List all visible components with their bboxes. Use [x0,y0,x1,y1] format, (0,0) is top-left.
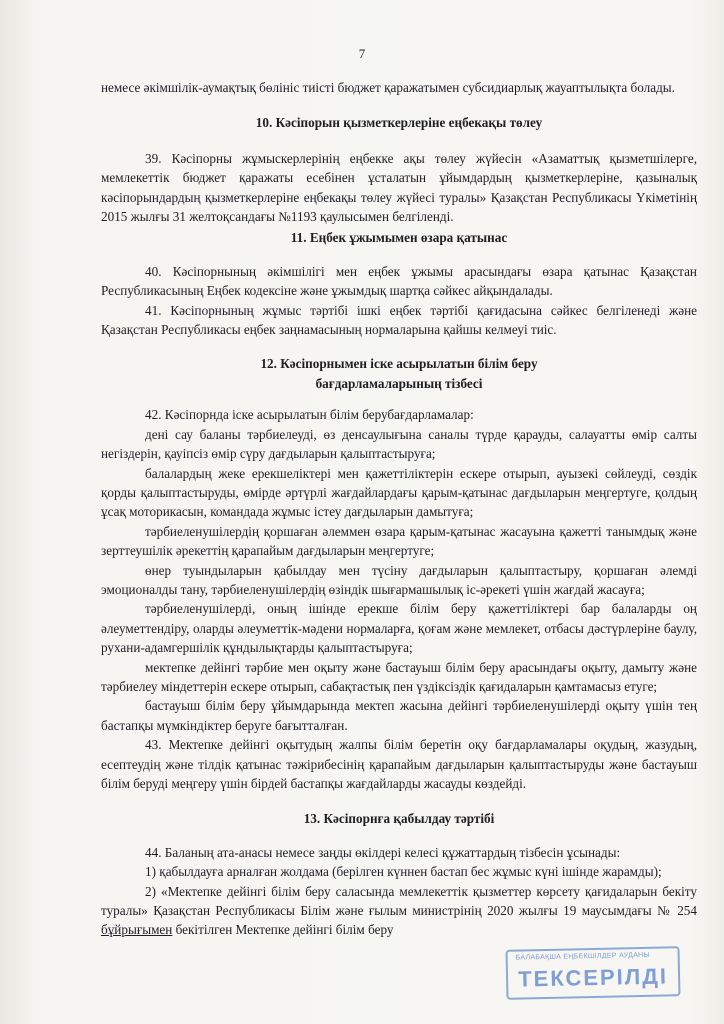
document-body [101,78,697,940]
order-text-before: 2) «Мектепке дейінгі білім беру саласында мемлекеттік қызметтер көрсету қағидаларын бекіту туралы» Қазақстан Республикасы Білім және ғылым министрінің 2020 жылғы 19 маусымдағы № 254 [101,883,697,919]
page-number: 7 [358,46,366,61]
list-item-speech: балалардың жеке ерекшеліктері мен қажеттіліктерін ескере отырып, ауызекі сөйлеуді, сөздік қорды қалыптастыруды, өмірде әртүрлі жағдайлардағы қарым-қатынас дағдыларын меңгертуге, қолдың ұсақ моторикасын, командада жұмыс істеу дағдыларын дамытуға; [101,465,697,520]
section-heading-12: 12. Кәсіпорнымен іске асырылатын білім беру бағдарламаларының тізбесі [260,356,538,391]
paragraph-39: 39. Кәсіпорны жұмыскерлерінің еңбекке ақы төлеу жүйесін «Азаматтық қызметшілерге, мемлекеттік бюджет қаражаты есебінен ұсталатын ұйымдардың қызметкерлеріне, қазыналық кәсіпорындардың қызметкерлеріне еңбекақы төлеу жүйесі туралы» Қазақстан Республикасы Үкіметінің 2015 жылғы 31 желтоқсандағы №1193 қаулысымен белгіленді. [101,150,697,225]
list-item-socialization: тәрбиеленушілерді, оның ішінде ерекше білім беру қажеттіліктері бар балаларды оң әлеуметтендіру, оларды әлеуметтік-мәдени нормаларға, қоғам және мемлекет, отбасы дәстүрлеріне баулу, рухани-адамгершілік құндылықтарды қалыптастыруға; [101,601,697,656]
stamp-main-text: ТЕКСЕРІЛДІ [517,963,669,992]
list-item-order-reference [101,882,697,940]
paragraph-43: 43. Мектепке дейінгі оқытудың жалпы білім беретін оқу бағдарламалары оқудың, жазудың, есептеудің және тілдік қатынас тәжірибесінің қарапайым дағдыларын қалыптастыруды және бастауыш білім беруді меңгеру үшін бірдей бастапқы жағдайларды жасауды көздейді. [101,737,697,791]
stamp-top-line: БАЛАБАҚША ЕҢБЕКШІЛДЕР АУДАНЫ [515,951,651,962]
order-text-after: бекітілген Мектепке дейінгі білім беру [172,922,394,938]
verification-stamp [505,946,680,1000]
order-underlined-word: бұйрығымен [101,922,173,938]
list-item-equal-opportunities: бастауыш білім беру ұйымдарында мектеп жасына дейінгі тәрбиеленушілерді оқыту үшін тең бастапқы мүмкіндіктер беруге бағытталған. [101,698,697,733]
paragraph-42: 42. Кәсіпорнда іске асырылатын білім берубағдарламалар: [145,407,474,423]
section-heading-13: 13. Кәсіпорнға қабылдау тәртібі [303,811,495,827]
list-item-healthy-child: дені сау баланы тәрбиелеуді, өз денсаулығына саналы түрде қарауды, салауатты өмір салты негіздерін, қауіпсіз өмір сүру дағдыларын қалыптастыруға; [101,426,697,462]
paragraph-continuation: немесе әкімшілік-аумақтық бөлініс тиісті бюджет қаражатымен субсидиарлық жауаптылықта болады. [101,80,675,95]
paragraph-41: 41. Кәсіпорнының жұмыс тәртібі ішкі еңбек тәртібі қағидасына сәйкес белгіленеді және Қазақстан Республикасы еңбек заңнамасының нормаларына қайшы келмеуі тиіс. [101,302,697,338]
list-item-continuity: мектепке дейінгі тәрбие мен оқыту және бастауыш білім беру арасындағы оқыту, дамыту және тәрбиелеу міндеттерін ескере отырып, сабақтастық пен үздіксіздік қағидаларын қамтамасыз етуге; [101,659,697,694]
list-item-art: өнер туындыларын қабылдау мен түсіну дағдыларын қалыптастыру, қоршаған әлемді эмоционалды тану, тәрбиеленушілердің өзіндік шығармашылық іс-әрекеті үшін жағдай жасауға; [101,562,697,597]
paragraph-44: 44. Баланың ата-анасы немесе заңды өкілдері келесі құжаттардың тізбесін ұсынады: [145,844,621,860]
section-heading-11: 11. Еңбек ұжымымен өзара қатынас [290,230,508,246]
paragraph-40: 40. Кәсіпорнының әкімшілігі мен еңбек ұжымы арасындағы өзара қатынас Қазақстан Республикасының Еңбек кодексіне және ұжымдық шартқа сәйкес айқындалады. [101,263,697,299]
section-heading-10: 10. Кәсіпорын қызметкерлеріне еңбекақы төлеу [255,115,543,131]
list-item-cognitive: тәрбиеленушілердің қоршаған әлеммен өзара қарым-қатынас жасауына қажетті танымдық және зерттеушілік әрекеттің қарапайым дағдыларын меңгертуге; [101,523,697,559]
list-item-referral: 1) қабылдауға арналған жолдама (берілген күннен бастап бес жұмыс күні ішінде жарамды); [145,864,662,880]
